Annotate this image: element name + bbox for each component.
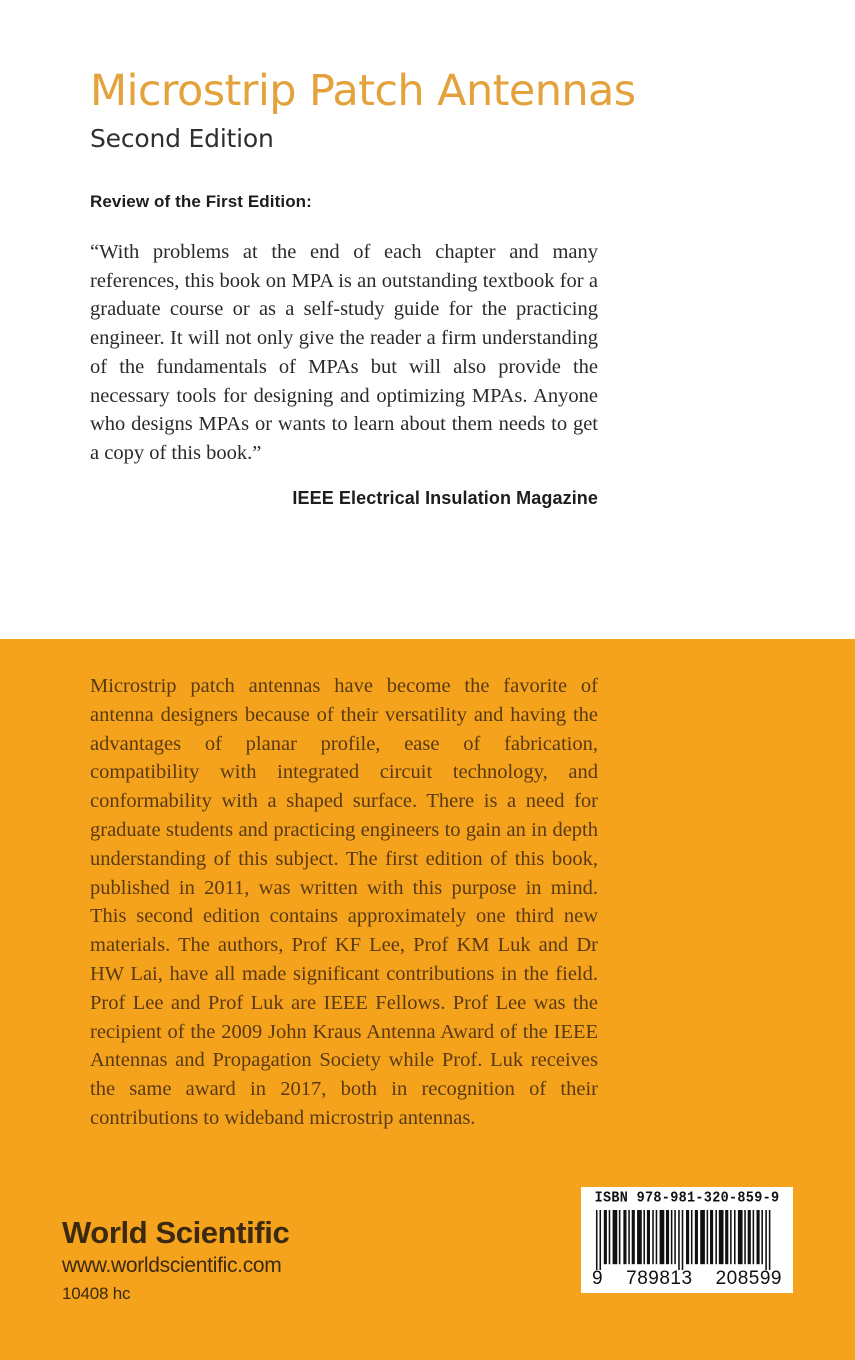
book-edition-subtitle: Second Edition	[90, 124, 274, 153]
upper-white-panel	[0, 0, 855, 639]
publisher-website-url[interactable]: www.worldscientific.com	[62, 1254, 282, 1277]
ean13-left-group: 789813	[626, 1268, 693, 1290]
review-heading: Review of the First Edition:	[90, 192, 312, 211]
book-description-blurb: Microstrip patch antennas have become the favorite of antenna designers because of their versatility and having the advantages of planar profile, ease of fabrication, compatibility with integrated circuit technology, and conformability with a shaped surface. There is a need for graduate students and practicing engineers to gain an in depth understanding of this subject. The first edition of this book, published in 2011, was written with this purpose in mind. This second edition contains approximately one third new materials. The authors, Prof KF Lee, Prof KM Luk and Dr HW Lai, have all made significant contributions in the field. Prof Lee and Prof Luk are IEEE Fellows. Prof Lee was the recipient of the 2009 John Kraus Antenna Award of the IEEE Antennas and Propagation Society while Prof. Luk receives the same award in 2017, both in recognition of their contributions to wideband microstrip antennas.	[90, 675, 598, 1129]
ean13-right-group: 208599	[715, 1268, 782, 1290]
isbn-number-text: ISBN 978-981-320-859-9	[594, 1190, 780, 1208]
publisher-name: World Scientific	[62, 1215, 290, 1250]
review-quote-text: “With problems at the end of each chapter and many references, this book on MPA is an outstanding textbook for a graduate course or as a self-study guide for the practicing engineer. It will not only give the reader a firm understanding of the fundamentals of MPAs but will also provide the necessary tools for designing and optimizing MPAs. Anyone who designs MPAs or wants to learn about them needs to get a copy of this book.”	[90, 241, 598, 464]
review-source-attribution: IEEE Electrical Insulation Magazine	[292, 488, 598, 508]
isbn-barcode-block	[581, 1187, 793, 1293]
barcode-bars	[590, 1210, 784, 1270]
publisher-block	[62, 1217, 289, 1302]
ean13-lead-digit: 9	[592, 1268, 604, 1290]
publisher-catalog-code: 10408 hc	[62, 1284, 131, 1303]
ean13-digits	[590, 1269, 784, 1289]
ean13-bars-icon	[594, 1210, 780, 1270]
book-title: Microstrip Patch Antennas	[90, 66, 636, 116]
